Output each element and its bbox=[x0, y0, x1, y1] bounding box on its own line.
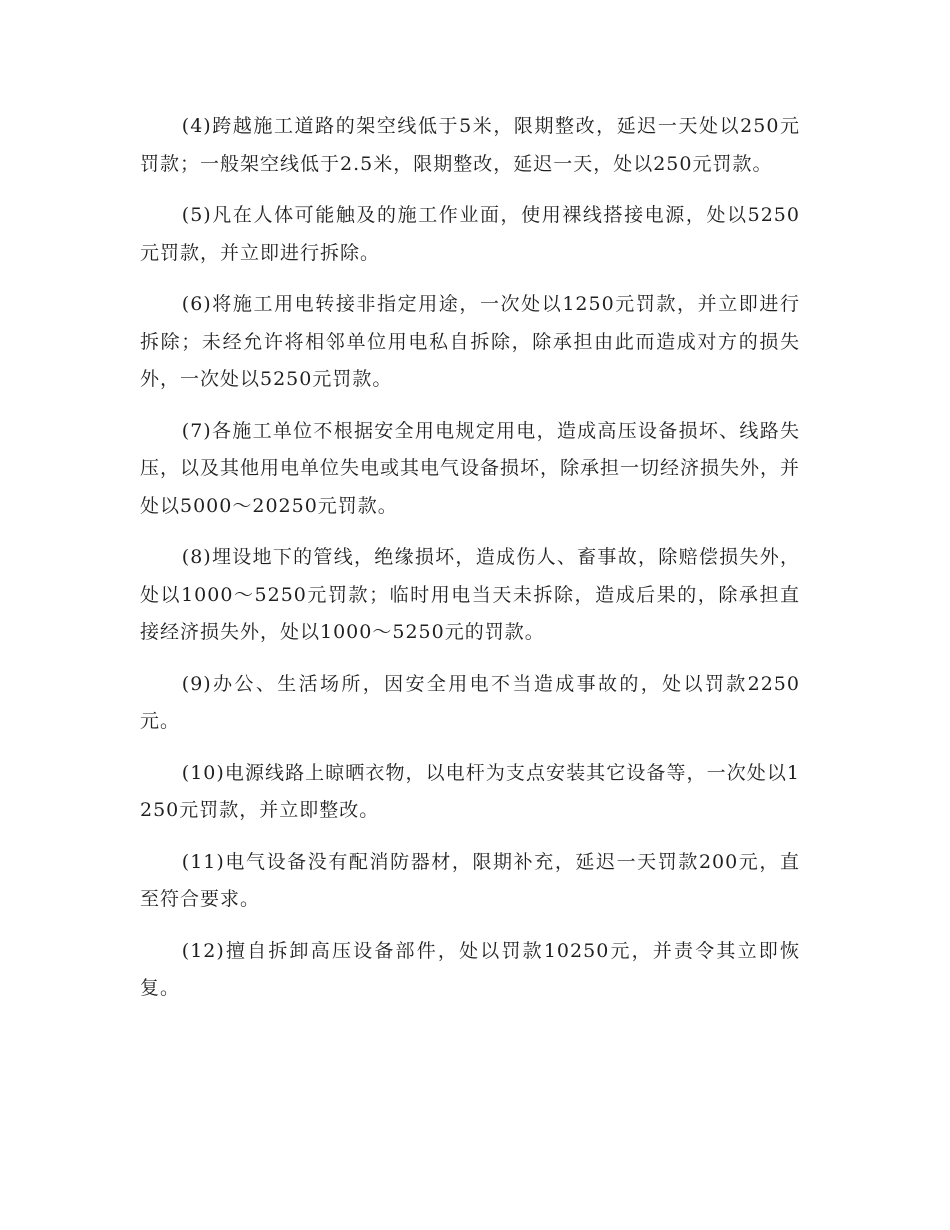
paragraph-item-11 bbox=[140, 844, 800, 919]
paragraph-text: (9)办公、生活场所，因安全用电不当造成事故的，处以罚款2250元。 bbox=[140, 672, 800, 732]
paragraph-text: (7)各施工单位不根据安全用电规定用电，造成高压设备损坏、线路失压，以及其他用电单位失电或其电气设备损坏，除承担一切经济损失外，并处以5000～20250元罚款。 bbox=[140, 419, 801, 517]
paragraph-item-7 bbox=[140, 413, 800, 526]
paragraph-item-6 bbox=[140, 286, 800, 399]
paragraph-text: (4)跨越施工道路的架空线低于5米，限期整改，延迟一天处以250元罚款；一般架空线低于2.5米，限期整改，延迟一天，处以250元罚款。 bbox=[140, 115, 800, 175]
paragraph-item-10 bbox=[140, 755, 800, 830]
paragraph-text: (6)将施工用电转接非指定用途，一次处以1250元罚款，并立即进行拆除；未经允许将相邻单位用电私自拆除，除承担由此而造成对方的损失外，一次处以5250元罚款。 bbox=[140, 293, 800, 390]
paragraph-item-4 bbox=[140, 108, 800, 183]
paragraph-text: (11)电气设备没有配消防器材，限期补充，延迟一天罚款200元，直至符合要求。 bbox=[140, 850, 800, 910]
paragraph-item-12 bbox=[140, 933, 800, 1008]
paragraph-text: (8)埋设地下的管线，绝缘损坏，造成伤人、畜事故，除赔偿损失外，处以1000～5250元罚款；临时用电当天未拆除，造成后果的，除承担直接经济损失外，处以1000～5250元的罚款。 bbox=[140, 546, 800, 643]
paragraph-item-5 bbox=[140, 197, 800, 272]
paragraph-item-8 bbox=[140, 539, 800, 652]
document-body bbox=[140, 108, 800, 1022]
paragraph-text: (12)擅自拆卸高压设备部件，处以罚款10250元，并责令其立即恢复。 bbox=[140, 939, 800, 999]
paragraph-item-9 bbox=[140, 666, 800, 741]
paragraph-text: (5)凡在人体可能触及的施工作业面，使用裸线搭接电源，处以5250元罚款，并立即进行拆除。 bbox=[140, 204, 800, 264]
paragraph-text: (10)电源线路上晾晒衣物，以电杆为支点安装其它设备等，一次处以1250元罚款，并立即整改。 bbox=[140, 761, 800, 821]
